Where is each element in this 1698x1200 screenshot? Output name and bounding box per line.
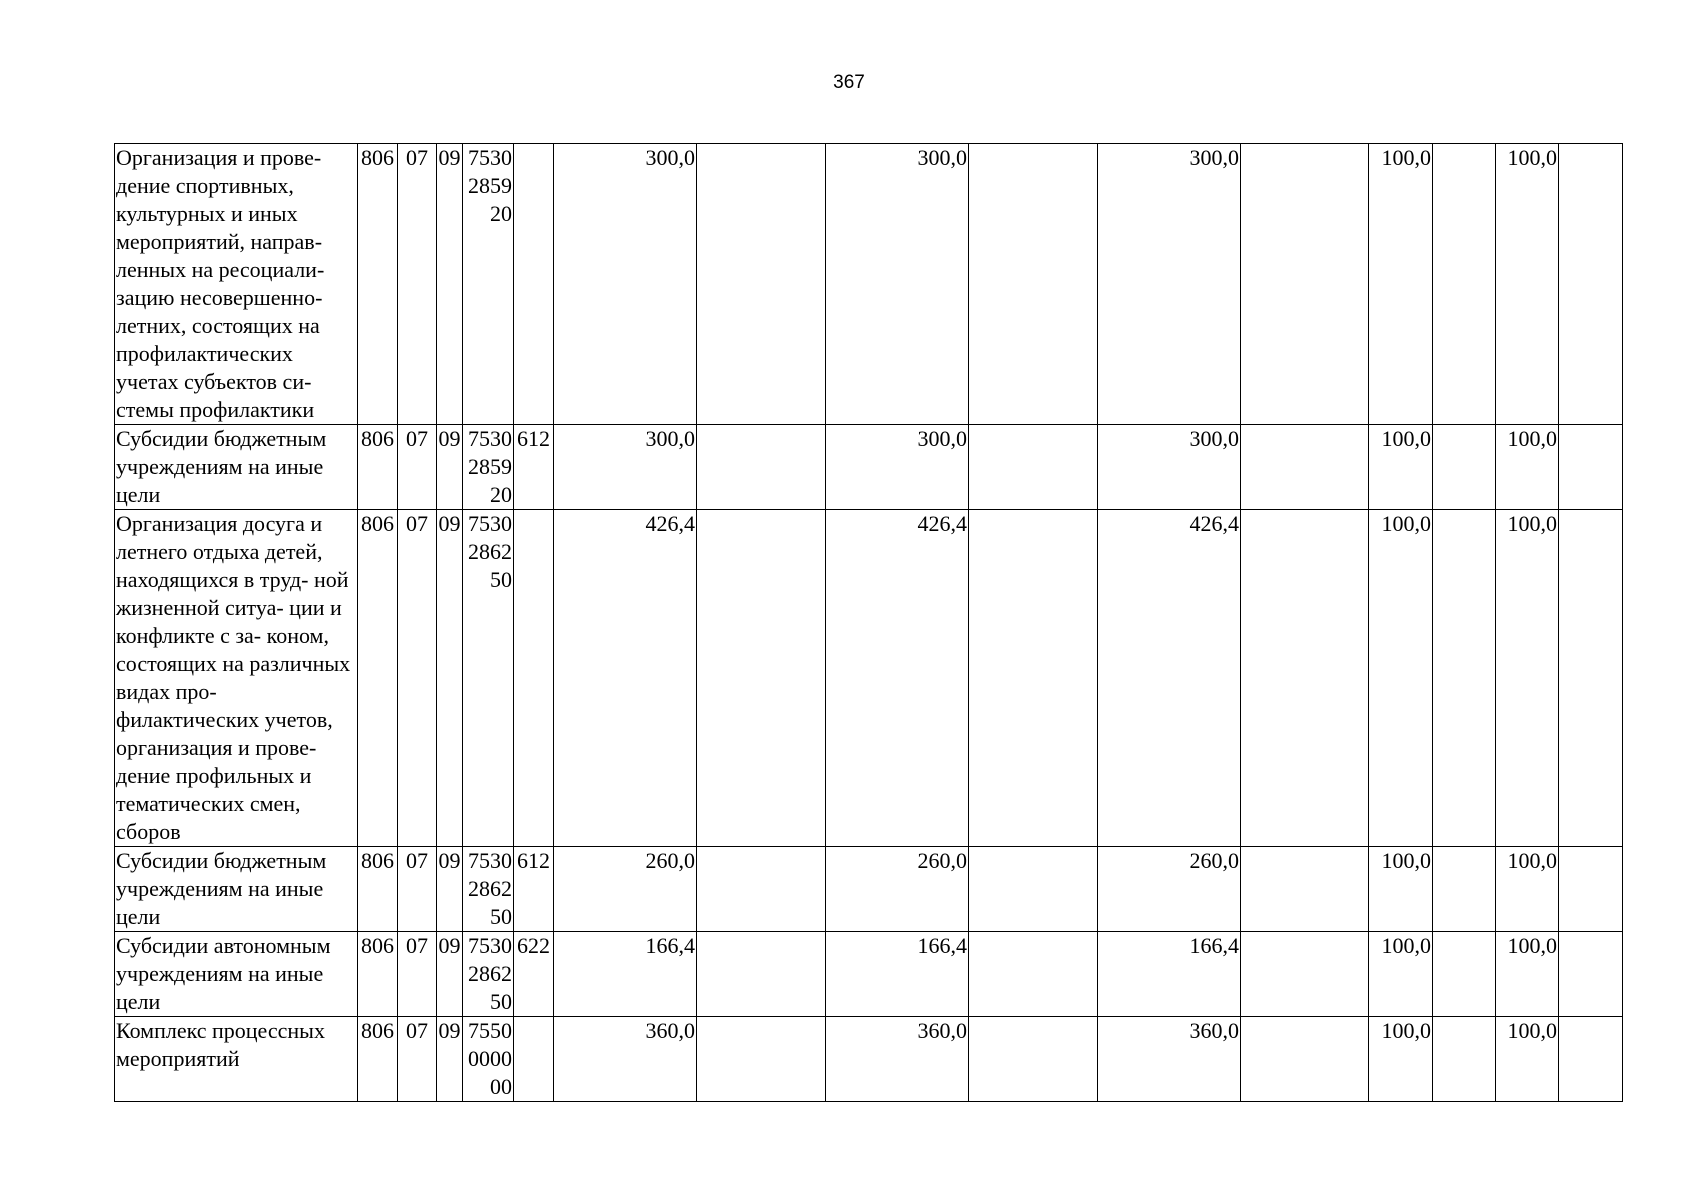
ved-code: 806 xyxy=(358,510,398,847)
percent-2: 100,0 xyxy=(1496,144,1559,425)
table-row xyxy=(115,510,1623,847)
row-name: Субсидии бюджетным учреждениям на иные цели xyxy=(115,847,358,932)
rz-code: 07 xyxy=(398,1017,437,1102)
row-name: Организация досуга и летнего отдыха детей, находящихся в труд- ной жизненной ситуа- ции и конфликте с за- коном, состоящих на различных видах про- филактических учетов, организация и прове- дение профильных и тематических смен, сборов xyxy=(115,510,358,847)
percent-1: 100,0 xyxy=(1369,1017,1433,1102)
empty-cell xyxy=(697,932,826,1017)
percent-1: 100,0 xyxy=(1369,847,1433,932)
amount-2: 260,0 xyxy=(826,847,969,932)
percent-2: 100,0 xyxy=(1496,510,1559,847)
empty-cell xyxy=(1241,1017,1369,1102)
vr-code xyxy=(514,144,554,425)
table-row xyxy=(115,425,1623,510)
percent-1: 100,0 xyxy=(1369,425,1433,510)
row-name: Организация и прове- дение спортивных, культурных и иных мероприятий, направ- ленных на ресоциали- зацию несовершенно- летних, состоящих на профилактических учетах субъектов си- стемы профилактики xyxy=(115,144,358,425)
empty-cell xyxy=(697,144,826,425)
amount-1: 426,4 xyxy=(554,510,697,847)
csr-code: 7530286250 xyxy=(463,510,514,847)
empty-cell xyxy=(1559,425,1623,510)
pr-code: 09 xyxy=(437,144,463,425)
empty-cell xyxy=(1241,144,1369,425)
percent-1: 100,0 xyxy=(1369,144,1433,425)
pr-code: 09 xyxy=(437,847,463,932)
percent-1: 100,0 xyxy=(1369,510,1433,847)
empty-cell xyxy=(969,510,1098,847)
empty-cell xyxy=(1433,932,1496,1017)
percent-2: 100,0 xyxy=(1496,847,1559,932)
ved-code: 806 xyxy=(358,425,398,510)
empty-cell xyxy=(1559,510,1623,847)
amount-2: 426,4 xyxy=(826,510,969,847)
amount-3: 166,4 xyxy=(1098,932,1241,1017)
table-row xyxy=(115,932,1623,1017)
amount-3: 360,0 xyxy=(1098,1017,1241,1102)
empty-cell xyxy=(1559,144,1623,425)
amount-2: 166,4 xyxy=(826,932,969,1017)
rz-code: 07 xyxy=(398,847,437,932)
ved-code: 806 xyxy=(358,847,398,932)
vr-code xyxy=(514,510,554,847)
amount-2: 300,0 xyxy=(826,425,969,510)
row-name: Субсидии автономным учреждениям на иные цели xyxy=(115,932,358,1017)
amount-1: 300,0 xyxy=(554,144,697,425)
amount-3: 300,0 xyxy=(1098,425,1241,510)
empty-cell xyxy=(1433,847,1496,932)
budget-table xyxy=(114,143,1623,1102)
amount-3: 426,4 xyxy=(1098,510,1241,847)
csr-code: 7530286250 xyxy=(463,847,514,932)
percent-2: 100,0 xyxy=(1496,932,1559,1017)
row-name: Субсидии бюджетным учреждениям на иные цели xyxy=(115,425,358,510)
empty-cell xyxy=(1433,144,1496,425)
ved-code: 806 xyxy=(358,1017,398,1102)
row-name: Комплекс процессных мероприятий xyxy=(115,1017,358,1102)
empty-cell xyxy=(1241,510,1369,847)
amount-1: 260,0 xyxy=(554,847,697,932)
amount-1: 166,4 xyxy=(554,932,697,1017)
amount-2: 360,0 xyxy=(826,1017,969,1102)
amount-1: 360,0 xyxy=(554,1017,697,1102)
empty-cell xyxy=(969,425,1098,510)
empty-cell xyxy=(1433,510,1496,847)
empty-cell xyxy=(1433,425,1496,510)
empty-cell xyxy=(969,932,1098,1017)
amount-3: 260,0 xyxy=(1098,847,1241,932)
table-row xyxy=(115,1017,1623,1102)
empty-cell xyxy=(697,847,826,932)
csr-code: 7530285920 xyxy=(463,425,514,510)
vr-code: 612 xyxy=(514,425,554,510)
rz-code: 07 xyxy=(398,425,437,510)
empty-cell xyxy=(1241,425,1369,510)
empty-cell xyxy=(969,847,1098,932)
empty-cell xyxy=(697,510,826,847)
pr-code: 09 xyxy=(437,1017,463,1102)
vr-code: 622 xyxy=(514,932,554,1017)
rz-code: 07 xyxy=(398,510,437,847)
ved-code: 806 xyxy=(358,932,398,1017)
pr-code: 09 xyxy=(437,510,463,847)
empty-cell xyxy=(697,1017,826,1102)
percent-2: 100,0 xyxy=(1496,425,1559,510)
rz-code: 07 xyxy=(398,932,437,1017)
vr-code: 612 xyxy=(514,847,554,932)
empty-cell xyxy=(969,1017,1098,1102)
percent-1: 100,0 xyxy=(1369,932,1433,1017)
vr-code xyxy=(514,1017,554,1102)
empty-cell xyxy=(1241,847,1369,932)
empty-cell xyxy=(1433,1017,1496,1102)
csr-code: 7530286250 xyxy=(463,932,514,1017)
empty-cell xyxy=(1559,847,1623,932)
empty-cell xyxy=(1559,932,1623,1017)
empty-cell xyxy=(969,144,1098,425)
empty-cell xyxy=(1559,1017,1623,1102)
amount-3: 300,0 xyxy=(1098,144,1241,425)
amount-2: 300,0 xyxy=(826,144,969,425)
csr-code: 7530285920 xyxy=(463,144,514,425)
percent-2: 100,0 xyxy=(1496,1017,1559,1102)
ved-code: 806 xyxy=(358,144,398,425)
amount-1: 300,0 xyxy=(554,425,697,510)
table-row xyxy=(115,144,1623,425)
empty-cell xyxy=(1241,932,1369,1017)
rz-code: 07 xyxy=(398,144,437,425)
pr-code: 09 xyxy=(437,425,463,510)
empty-cell xyxy=(697,425,826,510)
table-row xyxy=(115,847,1623,932)
csr-code: 7550000000 xyxy=(463,1017,514,1102)
pr-code: 09 xyxy=(437,932,463,1017)
page-number: 367 xyxy=(833,72,865,93)
